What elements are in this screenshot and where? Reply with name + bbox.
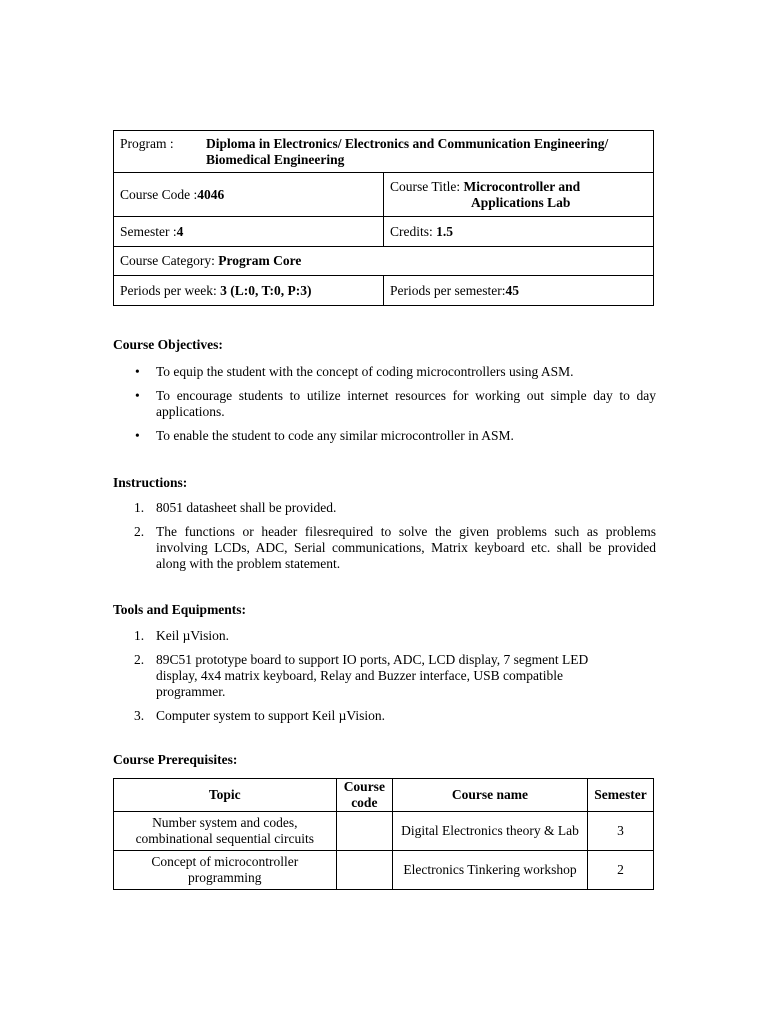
tool-item bbox=[113, 628, 633, 644]
instruction-number: 1. bbox=[134, 500, 145, 515]
program-value-line2: Biomedical Engineering bbox=[206, 151, 345, 167]
instructions-heading: Instructions: bbox=[113, 475, 188, 490]
objective-item bbox=[113, 388, 656, 420]
category-row bbox=[114, 247, 654, 276]
periods-row bbox=[114, 276, 654, 306]
tool-number: 3. bbox=[134, 708, 145, 723]
category-label: Course Category: bbox=[120, 253, 215, 268]
periods-semester-label: Periods per semester: bbox=[390, 282, 506, 298]
category-value: Program Core bbox=[218, 253, 302, 268]
tools-list bbox=[113, 628, 633, 724]
table-row bbox=[114, 851, 654, 890]
periods-semester-value: 45 bbox=[505, 282, 519, 298]
prerequisites-heading: Course Prerequisites: bbox=[113, 752, 238, 767]
periods-week-cell bbox=[114, 276, 384, 306]
course-code-cell bbox=[114, 173, 384, 217]
periods-semester-cell bbox=[384, 276, 654, 306]
credits-cell bbox=[384, 217, 654, 247]
header-semester: Semester bbox=[587, 779, 653, 812]
tool-item bbox=[113, 708, 633, 724]
header-course-code: Course code bbox=[336, 779, 392, 812]
objective-text: To encourage students to utilize internet resources for working out simple day to day applications. bbox=[156, 388, 656, 419]
instruction-number: 2. bbox=[134, 524, 145, 539]
periods-week-label: Periods per week: bbox=[120, 282, 217, 298]
tool-text: Keil µVision. bbox=[156, 628, 229, 643]
header-course-name: Course name bbox=[393, 779, 588, 812]
course-title-label: Course Title: bbox=[390, 178, 461, 194]
tool-text: 89C51 prototype board to support IO ports, ADC, LCD display, 7 segment LED display, 4x4 matrix keyboard, Relay and Buzzer interface, USB compatible programmer. bbox=[156, 652, 589, 699]
program-row bbox=[114, 131, 654, 173]
program-value-line1: Diploma in Electronics/ Electronics and Communication Engineering/ bbox=[206, 135, 609, 151]
objective-item bbox=[113, 428, 656, 444]
instruction-item bbox=[113, 524, 656, 572]
instruction-text: 8051 datasheet shall be provided. bbox=[156, 500, 337, 515]
objectives-list bbox=[113, 364, 656, 444]
tools-heading: Tools and Equipments: bbox=[113, 602, 247, 617]
course-code-label: Course Code : bbox=[120, 186, 198, 202]
tool-number: 1. bbox=[134, 628, 145, 643]
cell-semester: 2 bbox=[587, 851, 653, 890]
instructions-list bbox=[113, 500, 656, 572]
course-code-value: 4046 bbox=[197, 186, 225, 202]
course-title-value-line2: Applications Lab bbox=[471, 194, 571, 210]
course-title-value-line1: Microcontroller and bbox=[463, 178, 581, 194]
semester-label: Semester : bbox=[120, 223, 177, 239]
semester-value: 4 bbox=[176, 223, 184, 239]
periods-week-value: 3 (L:0, T:0, P:3) bbox=[220, 282, 312, 298]
prerequisites-table bbox=[113, 778, 654, 890]
credits-value: 1.5 bbox=[436, 223, 453, 239]
header-topic: Topic bbox=[114, 779, 337, 812]
instruction-text: The functions or header filesrequired to solve the given problems such as problems involving LCDs, ADC, Serial communications, Matrix keyboard etc. shall be provided along with the problem statement. bbox=[156, 524, 656, 571]
credits-label: Credits: bbox=[390, 223, 433, 239]
course-title-cell bbox=[384, 173, 654, 217]
cell-course-name: Digital Electronics theory & Lab bbox=[393, 812, 588, 851]
instruction-item bbox=[113, 500, 656, 516]
course-code-row bbox=[114, 173, 654, 217]
cell-semester: 3 bbox=[587, 812, 653, 851]
semester-row bbox=[114, 217, 654, 247]
table-header-row bbox=[114, 779, 654, 812]
objective-text: To equip the student with the concept of coding microcontrollers using ASM. bbox=[156, 364, 574, 379]
cell-topic: Number system and codes, combinational sequential circuits bbox=[114, 812, 337, 851]
category-cell bbox=[114, 247, 654, 276]
tool-text: Computer system to support Keil µVision. bbox=[156, 708, 385, 723]
tool-item bbox=[113, 652, 633, 700]
course-info-table bbox=[113, 130, 654, 306]
bullet-icon: • bbox=[135, 428, 140, 443]
bullet-icon: • bbox=[135, 364, 140, 379]
program-label: Program : bbox=[120, 135, 174, 151]
cell-course-code bbox=[336, 812, 392, 851]
program-cell bbox=[114, 131, 654, 173]
objective-item bbox=[113, 364, 656, 380]
table-row bbox=[114, 812, 654, 851]
semester-cell bbox=[114, 217, 384, 247]
objectives-heading: Course Objectives: bbox=[113, 337, 223, 352]
cell-course-code bbox=[336, 851, 392, 890]
objective-text: To enable the student to code any similar microcontroller in ASM. bbox=[156, 428, 514, 443]
cell-topic: Concept of microcontroller programming bbox=[114, 851, 337, 890]
cell-course-name: Electronics Tinkering workshop bbox=[393, 851, 588, 890]
bullet-icon: • bbox=[135, 388, 140, 403]
tool-number: 2. bbox=[134, 652, 145, 667]
